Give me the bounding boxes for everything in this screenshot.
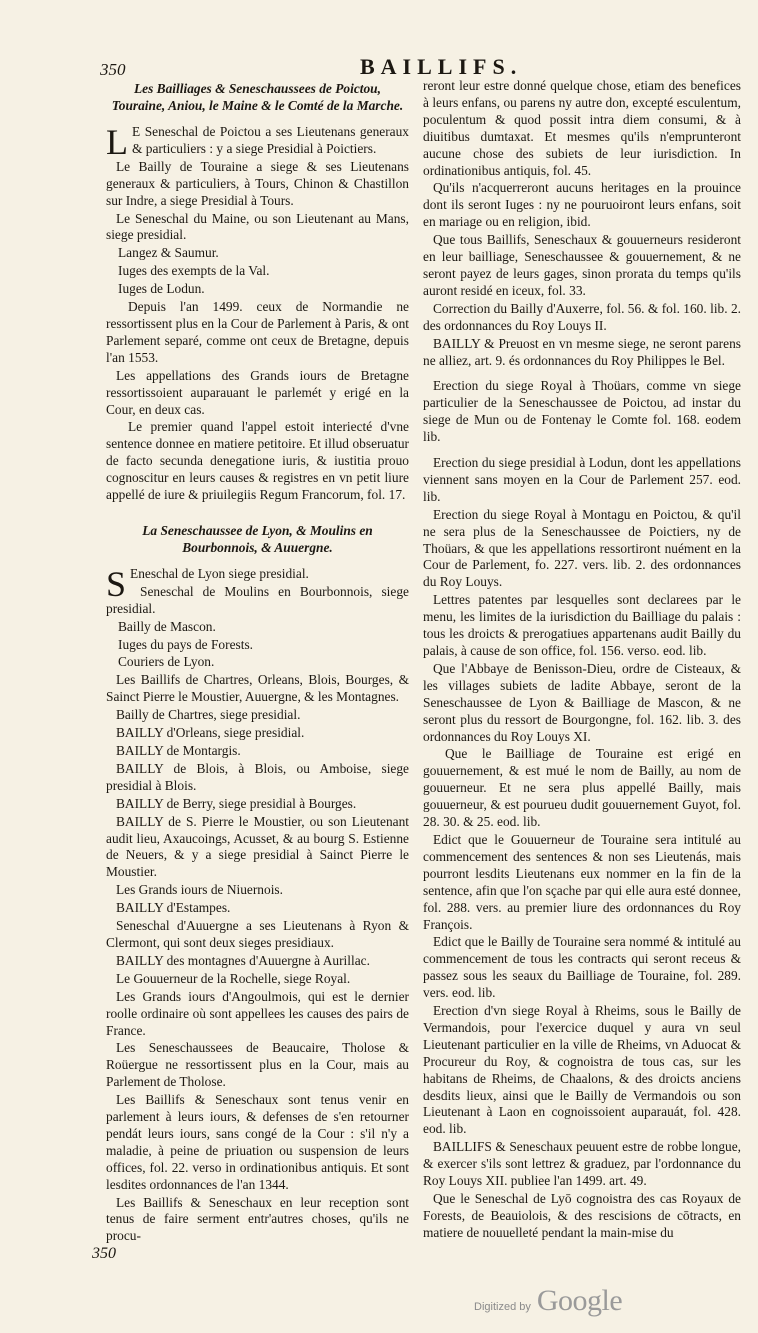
paragraph: Les Baillifs de Chartres, Orleans, Blois, Bourges, & Sainct Pierre le Moustier, Auuergne, & les Montagnes. [106,672,409,705]
paragraph: Depuis l'an 1499. ceux de Normandie ne ressortissent plus en la Cour de Parlement à Paris, & ont Parlement separé, comme ont ceux de Bretagne, depuis l'an 1553. [106,299,409,365]
paragraph: Que l'Abbaye de Benisson-Dieu, ordre de Cisteaux, & les villages subiets de ladite Abbaye, seront de la Seneschaussee de Lyon & Bailliage de Mascon, & ne seront plus du ressort de Bourgongne, fol. 162. lib. 3. des ordonnances du Roy Louys XI. [423,660,741,744]
paragraph: reront leur estre donné quelque chose, etiam des benefices à leurs enfans, ou parens ny autre don, excepté esculentum, poculentum & quod possit intra diem consumi, & à diuitibus dumtaxat. Et mesmes qu'ils n'emprunteront aucune chose des subiets de leur iurisdiction. In ordinationibus antiquis, fol. 45. [423,78,741,178]
google-logo: Google [536,1284,623,1317]
paragraph: BAILLY & Preuost en vn mesme siege, ne seront parens ne alliez, art. 9. és ordonnances du Roy Philippes le Bel. [423,335,741,368]
paragraph: Seneschal d'Auuergne a ses Lieutenans à Ryon & Clermont, qui sont deux sieges presidiaux. [106,918,409,950]
paragraph: Erection d'vn siege Royal à Rheims, sous le Bailly de Vermandois, pour l'exercice duquel y aura vn seul Lieutenant particulier en la ville de Rheims, vn Aduocat & Procureur du Roy, & cognoistra de tous cas, sur les habitans de Rheims, de Chaalons, & des droicts anciens desdits lieux, ainsi que le Bailly de Vermandois ou son Lieutenant à Laon en cognoissoient auparauát, fol. 428. eod. lib. [423,1003,741,1137]
paragraph: BAILLY d'Estampes. [116,900,231,916]
paragraph: Les appellations des Grands iours de Bretagne ressortissoient auparauant le parlemét y erigé en la Cour, en deux cas. [106,367,409,417]
list-item: Iuges des exempts de la Val. [118,263,270,279]
list-item: Couriers de Lyon. [118,654,215,670]
section-heading-poictou: Les Bailliages & Seneschaussees de Poictou, Touraine, Aniou, le Maine & le Comté de la Marche. [111,81,404,113]
paragraph: Erection du siege Royal à Montagu en Poictou, & qu'il ne sera plus de la Seneschaussee de Poictiers, ny de Thoüars, & que les appellations ressortiront nuément en la Cour de Parlement, fo. 227. vers. lib. 2. des ordonnances du Roy Louys. [423,506,741,590]
paragraph: BAILLIFS & Seneschaux peuuent estre de robbe longue, & exercer s'ils sont lettrez & graduez, par l'ordonnance du Roy Louys XII. publiee l'an 1499. art. 49. [423,1139,741,1189]
paragraph: Que le Bailliage de Touraine est erigé en gouuernement, & est mué le nom de Bailly, au nom de gouuerneur. Et ne sera plus appellé Bailly, mais gouuerneur, & est pourueu dudit gouuernement Guyot, fol. 28. 30. & 25. eod. lib. [423,746,741,830]
paragraph: Les Grands iours de Niuernois. [116,882,283,898]
paragraph: Lettres patentes par lesquelles sont declarees par le menu, les limites de la iurisdiction du Bailliage du palais : tous les droicts & prerogatiues appartenans audit Bailly du palais, à cause de son office, fol. 156. verso. eod. lib. [423,592,741,658]
paragraph: Qu'ils n'acquerreront aucuns heritages en la prouince dont ils seront Iuges : ny ne pouruoiront leurs enfans, soit en mariage ou en religion, ibid. [423,180,741,230]
paragraph: Correction du Bailly d'Auxerre, fol. 56. & fol. 160. lib. 2. des ordonnances du Roy Louys II. [423,300,741,333]
paragraph: BAILLY des montagnes d'Auuergne à Aurillac. [116,952,370,968]
list-item: Iuges du pays de Forests. [118,636,254,652]
paragraph: Le Gouuerneur de la Rochelle, siege Royal. [116,970,351,986]
paragraph: Le Bailly de Touraine a siege & ses Lieutenans generaux & particuliers, à Tours, Chinon & Chastillon sur Indre, a siege Presidial à Tours. [106,158,409,208]
paragraph: BAILLY de Berry, siege presidial à Bourges. [116,795,357,811]
paragraph: Edict que le Bailly de Touraine sera nommé & intitulé au commencement de tous les contracts qui seront receus & passez sous les seaux du Bailliage de Touraine, fol. 289. vers. eod. lib. [423,934,741,1001]
paragraph: Que le Seneschal de Lyō cognoistra des cas Royaux de Forests, de Beauiolois, & des rescisions de cōtracts, en matiere de nouuelleté pendant la main-mise du [423,1191,741,1240]
paragraph: BAILLY d'Orleans, siege presidial. [116,725,305,741]
footer-mark: 350 [92,1245,116,1262]
paragraph: BAILLY de Montargis. [116,743,241,758]
paragraph: Erection du siege Royal à Thoüars, comme vn siege particulier de la Seneschaussee de Poictou, ad instar du siege de Mun ou de Fontenay le Comte fol. 168. eodem lib. [423,378,741,445]
paragraph: LE Seneschal de Poictou a ses Lieutenans generaux & particuliers : y a siege Presidial à Poictiers. [106,122,409,162]
paragraph: Bailly de Chartres, siege presidial. [116,707,301,723]
paragraph: Les Baillifs & Seneschaux sont tenus venir en parlement à leurs iours, & defenses de s'en retourner pendát leurs iours, sans congé de la Cour : s'il n'y a maladie, à peine de priuation ou suspension de leurs offices, fol. 22. verso in ordinationibus antiquis. Et sont lesdites ordonnances de l'an 1344. [106,1092,409,1192]
digitized-watermark [474,1284,622,1318]
left-column [106,78,409,1246]
paragraph: BAILLY de Blois, à Blois, ou Amboise, siege presidial à Blois. [106,760,409,793]
right-column [423,78,741,1243]
paragraph: SEneschal de Lyon siege presidial. [106,563,309,604]
paragraph: Les Baillifs & Seneschaux en leur reception sont tenus de faire serment entr'autres choses, qu'ils ne procu- [106,1194,409,1244]
paragraph: Erection du siege presidial à Lodun, dont les appellations viennent sans moyen en la Cour de Parlement 257. eod. lib. [423,455,741,504]
page-number: 350 [100,60,126,79]
running-head: BAILLIFS. [360,54,523,79]
list-item: Iuges de Lodun. [118,281,205,297]
paragraph: Le premier quand l'appel estoit interiecté d'vne sentence donnee en matiere petitoire. Et illud obseruatur de facto secunda denegatione iuris, & iustitia prouo cognoscitur en leurs causes & registres en vn petit liure appellé de iure & priuilegiis Regum Francorum, fol. 17. [106,419,409,503]
paragraph: Les Seneschaussees de Beaucaire, Tholose & Roüergue ne ressortissent plus en la Cour, mais au Parlement de Tholose. [106,1040,409,1090]
paragraph: BAILLY de S. Pierre le Moustier, ou son Lieutenant audit lieu, Axaucoings, Acusset, & au bourg S. Estienne de Neuers, & y a siege presidial à Sainct Pierre le Moustier. [106,813,409,880]
section-heading-lyon: La Seneschaussee de Lyon, & Moulins en Bourbonnois, & Auuergne. [142,522,373,555]
list-item: Bailly de Mascon. [118,618,216,634]
paragraph: Edict que le Gouuerneur de Touraine sera intitulé au commencement des sentences & non ses Lieutenás, mais pourront lesdits Lieutenans eux nommer en la fin de la sentence, afin que l'on sçache par qui elle aura esté donnee, fol. 288. vers. au premier liure des ordonnances du Roy François. [423,831,741,932]
paragraph: Le Seneschal du Maine, ou son Lieutenant au Mans, siege presidial. [106,210,409,243]
digitized-by-label: Digitized by [474,1301,531,1313]
list-item: Langez & Saumur. [118,245,219,261]
paragraph: Que tous Baillifs, Seneschaux & gouuerneurs resideront en leur bailliage, Seneschaussee & gouuernement, & ne seront payez de leurs gages, sinon prorata du temps qu'ils auront residé en iceux, fol. 33. [423,232,741,298]
paragraph: Seneschal de Moulins en Bourbonnois, siege presidial. [106,583,409,616]
paragraph: Les Grands iours d'Angoulmois, qui est le dernier roolle ordinaire où sont appellees les causes des pairs de France. [106,988,409,1038]
